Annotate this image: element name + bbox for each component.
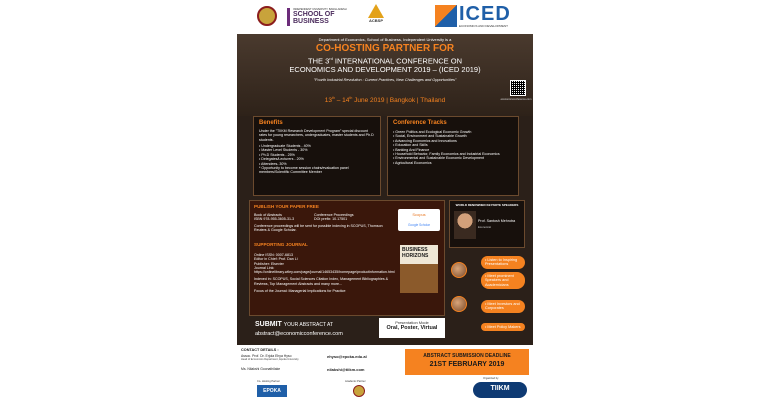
- benefits-list: [259, 144, 375, 175]
- presentation-mode-box: [379, 318, 445, 338]
- journal-indexed: Indexed in: SCOPUS, Social Sciences Citation Index, Management Bibliographies & Reviews, Top Management Abstracts and many more...: [254, 277, 389, 286]
- list-item: • Advancing Economics and Innovations: [393, 138, 457, 143]
- list-item: • Attendees- 30%: [259, 161, 287, 166]
- submit-label2: YOUR ABSTRACT AT: [283, 322, 334, 328]
- submit-heading: [255, 321, 333, 328]
- keynote-name: Prof. Santosh Mehrotra: [478, 219, 516, 223]
- submit-email-link[interactable]: abstract@economicconference.com: [255, 331, 343, 337]
- submit-section: [251, 318, 451, 342]
- qr-caption: economicsconference.com: [500, 98, 532, 101]
- google-scholar-label: Google Scholar: [408, 223, 430, 227]
- list-item: * Opportunity to become session chairs/evaluation panel members/Scientific Committee Member: [259, 165, 349, 175]
- list-item: • Environmental and Sustainable Economic Development: [393, 156, 484, 161]
- contact-person-2: Ms. Nilakshi Goonathilake: [241, 367, 281, 371]
- list-item: • Social, Environment and Sustainable Growth: [393, 134, 467, 139]
- university-seal-icon: [257, 6, 277, 26]
- list-item: • Master Level Students - 30%: [259, 148, 308, 153]
- benefits-intro: Under the "TIIKM Research Development Program" special discount rates for young researchers, undergraduates, master students and Ph.D students.: [259, 129, 374, 142]
- journal-cover-image: [400, 245, 438, 293]
- department-line: Department of Economics, School of Business, Independent University is a: [318, 37, 452, 42]
- list-item: • Education and Skills: [393, 143, 428, 148]
- book-of-abstracts: [254, 213, 294, 222]
- benefit-tag-1: • Listen to Inspiring Presentations: [481, 256, 525, 269]
- isbn-number: ISBN 978-955-3605-31-3: [254, 217, 295, 222]
- cohost-heading: CO-HOSTING PARTNER FOR: [315, 43, 455, 54]
- qr-code-icon: [510, 80, 526, 96]
- organized-by-label: Organized by: [483, 377, 499, 380]
- presentation-mode-label: Presentation Mode: [395, 320, 429, 325]
- indexing-note: Conference proceedings will be sent for possible indexing in SCOPUS, Thomson Reuters & Google Scholar.: [254, 224, 383, 233]
- contact-title: CONTACT DETAILS :: [241, 348, 279, 352]
- journal-cover-line1: BUSINESS: [402, 247, 428, 253]
- keynote-speaker-photo: [454, 211, 476, 239]
- deadline-date: 21ST FEBRUARY 2019: [429, 361, 505, 368]
- conference-title-line1: THE 3rd INTERNATIONAL CONFERENCE ON: [307, 56, 462, 66]
- list-item: • Agricultural Economics: [393, 160, 432, 165]
- deadline-box: [405, 349, 529, 375]
- contact-email-1[interactable]: ehyso@epoka.edu.al: [327, 354, 367, 359]
- academic-partner-label: Academic Partner: [345, 380, 366, 383]
- acbsp-logo: [365, 4, 387, 30]
- publish-panel: [249, 200, 445, 316]
- contact-person-1-role: Head of Economics Department, Epoka University: [241, 358, 299, 361]
- tracks-panel: [387, 116, 519, 196]
- benefits-title: Benefits: [259, 120, 283, 126]
- logo-bar: [237, 0, 533, 34]
- benefit-tag-2: • Meet prominent Speakers and Academicians: [481, 272, 525, 289]
- journal-focus: Focus of the Journal: Managerial Implications for Practice: [254, 289, 346, 294]
- conference-proceedings: [314, 213, 354, 222]
- list-item: • Ph.D Students - 25%: [259, 152, 295, 157]
- list-item: • Delegates/Lecturers - 20%: [259, 157, 304, 162]
- keynote-label: WORLD RENOWNED KEYNOTE SPEAKERS: [455, 203, 519, 207]
- book-label: Book of Abstracts: [254, 213, 282, 217]
- university-name: INDEPENDENT UNIVERSITY, BANGLADESH: [293, 8, 347, 11]
- journal-details: [254, 253, 398, 293]
- iced-logo: [435, 3, 529, 31]
- school-of-business-logo: [287, 8, 359, 26]
- keynote-role: Economist: [478, 225, 492, 229]
- benefit-tag-3: • Meet Investors and Corporates: [481, 300, 525, 313]
- journal-title: SUPPORTING JOURNAL: [254, 242, 308, 247]
- footer: [237, 345, 533, 400]
- tiikm-logo: [473, 382, 527, 398]
- keynote-panel: [449, 200, 525, 248]
- epoka-logo: [257, 385, 287, 397]
- list-item: • Banking And Finance: [393, 147, 430, 152]
- contact-person-1: Assoc. Prof. Dr. Erjola Ehya Hyso: [241, 354, 292, 358]
- epoka-text: EPOKA: [263, 388, 281, 394]
- cohost-partner-label: Co- Hosting Partner: [257, 380, 280, 383]
- tracks-title: Conference Tracks: [393, 120, 447, 126]
- journal-cover-line2: HORIZONS: [402, 253, 429, 259]
- benefit-photo-2: [451, 296, 467, 312]
- publish-title: PUBLISH YOUR PAPER FREE: [254, 204, 319, 209]
- scopus-label: Scopus: [412, 212, 426, 217]
- proceedings-label: Conference Proceedings: [314, 213, 354, 217]
- submit-label: SUBMIT: [255, 321, 282, 328]
- list-item: • Undergraduate Students - 40%: [259, 143, 311, 148]
- scopus-google-badge: [398, 209, 440, 231]
- journal-editor: Editor in Chief: Prof. Dan Li: [254, 257, 298, 262]
- conference-poster: [237, 0, 533, 400]
- acbsp-triangle-icon: [368, 4, 384, 18]
- contact-email-2[interactable]: nilakshi@tiikm.com: [327, 367, 365, 372]
- list-item: • Household Behavior, Family Economics and Industrial Economics: [393, 152, 500, 157]
- benefits-panel: [253, 116, 381, 196]
- deadline-label: ABSTRACT SUBMISSION DEADLINE: [423, 353, 511, 359]
- iced-mark-icon: [435, 5, 457, 27]
- journal-issn: Online ISSN: 0007-6813: [254, 253, 293, 257]
- presentation-mode-value: Oral, Poster, Virtual: [386, 325, 438, 331]
- tiikm-text: TIIKM: [490, 385, 510, 392]
- list-item: • Green Politics and Ecological Economic Growth: [393, 130, 472, 134]
- date-and-place: 13th – 14th June 2019 | Bangkok | Thailand: [324, 96, 446, 105]
- school-name: SCHOOL OF BUSINESS: [293, 11, 335, 25]
- acbsp-text: ACBSP: [368, 18, 383, 23]
- conference-title-line2: ECONOMICS AND DEVELOPMENT 2019 – (ICED 2019): [289, 65, 481, 74]
- tracks-list: [393, 130, 513, 165]
- journal-link: Journal Link: https://onlinelibrary.wiley.com/page/journal/14653435/homepage/productinformation.html: [254, 265, 395, 275]
- benefit-tag-4: • Meet Policy Makers: [481, 323, 525, 331]
- doi-prefix: DOI prefix: 10.17501: [314, 217, 348, 222]
- iced-title: ICED: [459, 3, 511, 25]
- journal-publisher: Publisher: Elsevier: [254, 261, 284, 266]
- conference-theme: "Fourth Industrial Revolution : Current Practices, New Challenges and Opportunities": [313, 78, 457, 82]
- iced-subtitle: ECONOMICS AND DEVELOPMENT: [459, 24, 509, 28]
- hero-section: [237, 34, 533, 116]
- academic-partner-seal-icon: [353, 385, 365, 397]
- benefit-photo-1: [451, 262, 467, 278]
